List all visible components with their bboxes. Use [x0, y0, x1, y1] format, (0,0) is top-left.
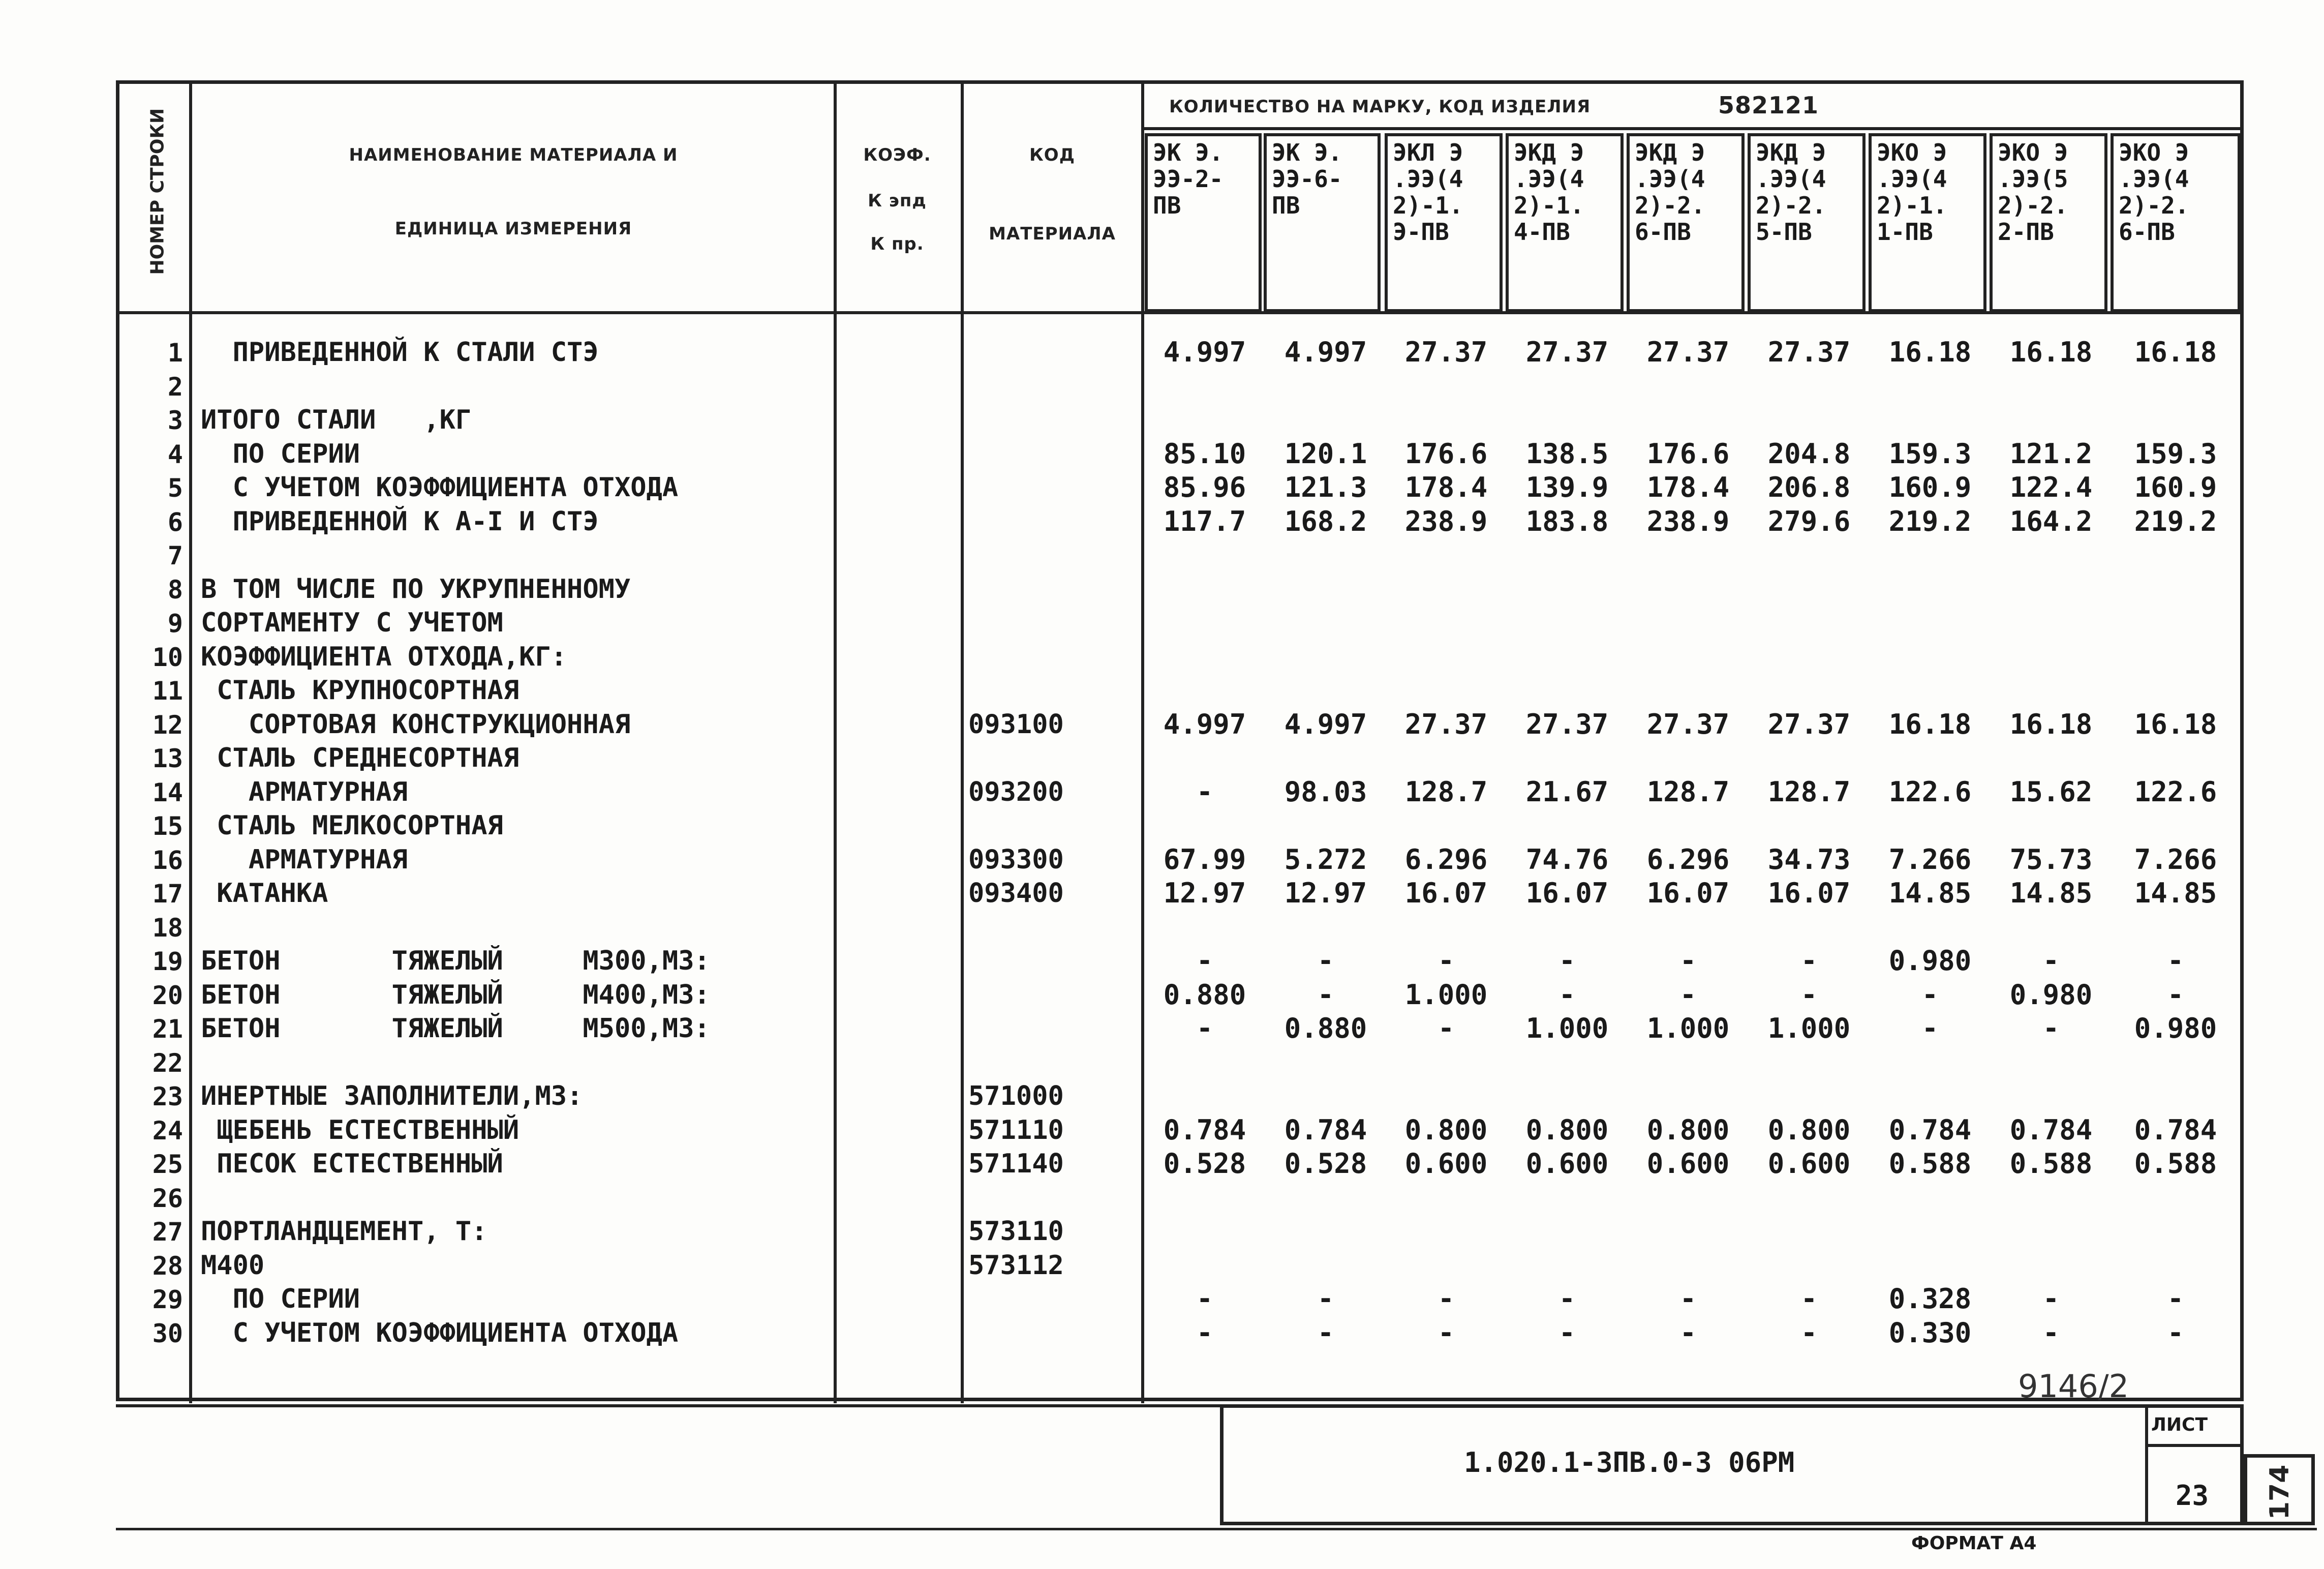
quantity-value: 0.528	[1163, 1148, 1246, 1180]
quantity-value: 0.980	[2009, 978, 2093, 1011]
quantity-value: 178.4	[1646, 471, 1730, 503]
quantity-value: 238.9	[1404, 505, 1488, 537]
quantity-value: -	[2042, 1012, 2060, 1044]
quantity-value: -	[1800, 945, 1818, 977]
quantity-value: 7.266	[1888, 843, 1972, 876]
material-name: АРМАТУРНАЯ	[201, 776, 408, 807]
divider	[1141, 127, 2244, 130]
quantity-value: 1.000	[1525, 1012, 1609, 1044]
quantity-value: 27.37	[1404, 708, 1488, 740]
quantity-value: 4.997	[1284, 708, 1367, 740]
quantity-value: -	[1921, 978, 1939, 1011]
material-name: БЕТОН ТЯЖЕЛЫЙ М300,М3:	[201, 946, 710, 976]
material-name: М400	[201, 1250, 265, 1281]
quantity-value: 121.3	[1284, 471, 1367, 503]
quantity-value: 160.9	[2134, 471, 2217, 503]
row-number: 2	[167, 372, 183, 402]
material-name: С УЧЕТОМ КОЭФФИЦИЕНТА ОТХОДА	[201, 1317, 679, 1348]
quantity-value: -	[1679, 945, 1697, 977]
material-name: ПЕСОК ЕСТЕСТВЕННЫЙ	[201, 1149, 503, 1179]
quantity-value: -	[2042, 945, 2060, 977]
quantity-value: -	[2167, 978, 2184, 1011]
quantity-value: 160.9	[1888, 471, 1972, 503]
material-code: 573112	[968, 1250, 1064, 1281]
quantity-value: 27.37	[1646, 708, 1730, 740]
quantity-value: 176.6	[1646, 437, 1730, 470]
quantity-value: -	[1196, 1283, 1213, 1315]
material-name-header-2: ЕДИНИЦА ИЗМЕРЕНИЯ	[394, 219, 632, 239]
quantity-value: 0.784	[1163, 1113, 1246, 1146]
quantity-value: -	[1800, 1283, 1818, 1315]
quantity-value: 117.7	[1163, 505, 1246, 537]
divider	[1141, 84, 1144, 1403]
divider	[2145, 1407, 2148, 1525]
coef-header-1: КОЭФ.	[863, 145, 931, 165]
quantity-value: 0.528	[1284, 1148, 1367, 1180]
quantity-value: 16.18	[2134, 336, 2217, 368]
material-code: 573110	[968, 1216, 1064, 1247]
quantity-value: 176.6	[1404, 437, 1488, 470]
coef-header-3: К пр.	[870, 234, 924, 254]
quantity-value: 7.266	[2134, 843, 2217, 876]
quantity-value: -	[1438, 1316, 1455, 1349]
quantity-value: -	[1317, 978, 1334, 1011]
quantity-value: 16.07	[1767, 877, 1851, 909]
column-header: ЭКО Э .ЭЭ(4 2)-1. 1-ПВ	[1869, 133, 1986, 312]
quantity-value: 16.18	[1888, 708, 1972, 740]
quantity-value: 4.997	[1163, 708, 1246, 740]
quantity-value: 0.600	[1646, 1148, 1730, 1180]
quantity-value: 0.800	[1525, 1113, 1609, 1146]
row-number: 8	[167, 575, 183, 605]
material-name: ИНЕРТНЫЕ ЗАПОЛНИТЕЛИ,М3:	[201, 1081, 583, 1111]
row-number: 1	[167, 338, 183, 368]
row-number: 26	[152, 1183, 183, 1213]
material-name-header-1: НАИМЕНОВАНИЕ МАТЕРИАЛА И	[349, 145, 678, 165]
material-code: 571110	[968, 1114, 1064, 1145]
row-number: 29	[152, 1285, 183, 1314]
material-code: 093400	[968, 878, 1064, 909]
quantity-value: -	[1800, 978, 1818, 1011]
material-name: АРМАТУРНАЯ	[201, 844, 408, 875]
row-number: 27	[152, 1217, 183, 1247]
quantity-value: 16.18	[2134, 708, 2217, 740]
product-code: 582121	[1718, 92, 1819, 119]
quantity-value: 0.800	[1404, 1113, 1488, 1146]
quantity-value: 0.330	[1888, 1316, 1972, 1349]
quantity-value: 138.5	[1525, 437, 1609, 470]
quantity-value: 1.000	[1404, 978, 1488, 1011]
quantity-value: 0.600	[1767, 1148, 1851, 1180]
material-name: СОРТАМЕНТУ С УЧЕТОМ	[201, 608, 503, 638]
material-name: ПО СЕРИИ	[201, 1284, 360, 1314]
material-name: БЕТОН ТЯЖЕЛЫЙ М500,М3:	[201, 1013, 710, 1044]
quantity-value: 27.37	[1767, 336, 1851, 368]
quantity-value: 1.000	[1767, 1012, 1851, 1044]
quantity-value: 204.8	[1767, 437, 1851, 470]
row-number: 11	[152, 676, 183, 706]
material-name: КОЭФФИЦИЕНТА ОТХОДА,КГ:	[201, 641, 567, 672]
quantity-value: 21.67	[1525, 775, 1609, 808]
row-number: 28	[152, 1251, 183, 1281]
quantity-value: 0.784	[1284, 1113, 1367, 1146]
quantity-value: 122.6	[1888, 775, 1972, 808]
quantity-value: 122.6	[2134, 775, 2217, 808]
quantity-value: 164.2	[2009, 505, 2093, 537]
quantity-value: 128.7	[1646, 775, 1730, 808]
quantity-value: 27.37	[1525, 336, 1609, 368]
quantity-value: 0.784	[1888, 1113, 1972, 1146]
quantity-value: 128.7	[1404, 775, 1488, 808]
column-header: ЭКД Э .ЭЭ(4 2)-1. 4-ПВ	[1506, 133, 1624, 312]
quantity-value: 120.1	[1284, 437, 1367, 470]
row-number: 10	[152, 642, 183, 672]
quantity-value: -	[2167, 945, 2184, 977]
quantity-value: 0.600	[1404, 1148, 1488, 1180]
quantity-value: -	[1921, 1012, 1939, 1044]
material-name: ПОРТЛАНДЦЕМЕНТ, Т:	[201, 1216, 487, 1247]
material-name: СТАЛЬ КРУПНОСОРТНАЯ	[201, 675, 519, 706]
material-name: СТАЛЬ МЕЛКОСОРТНАЯ	[201, 810, 503, 841]
quantity-value: -	[1558, 1283, 1576, 1315]
column-header: ЭК Э. ЭЭ-2- ПВ	[1145, 133, 1262, 312]
quantity-value: -	[2167, 1316, 2184, 1349]
quantity-value: 5.272	[1284, 843, 1367, 876]
quantity-value: 6.296	[1646, 843, 1730, 876]
quantity-value: -	[1317, 1316, 1334, 1349]
divider	[834, 84, 837, 1403]
row-number: 24	[152, 1115, 183, 1145]
material-code: 093200	[968, 776, 1064, 807]
quantity-value: 14.85	[2009, 877, 2093, 909]
quantity-value: 74.76	[1525, 843, 1609, 876]
quantity-value: 0.600	[1525, 1148, 1609, 1180]
material-name: БЕТОН ТЯЖЕЛЫЙ М400,М3:	[201, 979, 710, 1010]
row-number: 13	[152, 744, 183, 773]
quantity-value: -	[1679, 1283, 1697, 1315]
column-header: ЭКД Э .ЭЭ(4 2)-2. 5-ПВ	[1748, 133, 1866, 312]
quantity-value: 0.588	[2134, 1148, 2217, 1180]
material-name: КАТАНКА	[201, 878, 328, 909]
quantity-value: 1.000	[1646, 1012, 1730, 1044]
quantity-value: 219.2	[2134, 505, 2217, 537]
row-number: 14	[152, 777, 183, 807]
quantity-value: 27.37	[1525, 708, 1609, 740]
quantity-value: -	[1438, 945, 1455, 977]
quantity-value: -	[2042, 1316, 2060, 1349]
quantity-value: -	[1800, 1316, 1818, 1349]
quantity-value: -	[1558, 978, 1576, 1011]
material-name: ЩЕБЕНЬ ЕСТЕСТВЕННЫЙ	[201, 1114, 519, 1145]
quantity-value: 159.3	[1888, 437, 1972, 470]
quantity-value: 279.6	[1767, 505, 1851, 537]
divider	[2145, 1444, 2244, 1447]
quantity-value: 16.07	[1646, 877, 1730, 909]
quantity-value: 34.73	[1767, 843, 1851, 876]
row-number: 7	[167, 541, 183, 570]
quantity-value: -	[1196, 1012, 1213, 1044]
quantity-value: 0.880	[1163, 978, 1246, 1011]
quantity-value: 98.03	[1284, 775, 1367, 808]
row-number: 19	[152, 947, 183, 976]
material-name: В ТОМ ЧИСЛЕ ПО УКРУПНЕННОМУ	[201, 574, 631, 605]
quantity-value: 16.18	[1888, 336, 1972, 368]
row-number: 3	[167, 406, 183, 435]
quantity-value: 4.997	[1163, 336, 1246, 368]
quantity-value: 67.99	[1163, 843, 1246, 876]
quantity-value: 27.37	[1404, 336, 1488, 368]
row-number: 17	[152, 879, 183, 909]
column-header: ЭКО Э .ЭЭ(4 2)-2. 6-ПВ	[2111, 133, 2241, 312]
row-number-header: НОМЕР СТРОКИ	[147, 108, 168, 275]
quantity-value: -	[1438, 1012, 1455, 1044]
quantity-value: 0.588	[1888, 1148, 1972, 1180]
quantity-value: -	[1558, 1316, 1576, 1349]
row-number: 21	[152, 1014, 183, 1044]
divider	[189, 84, 192, 1403]
row-number: 22	[152, 1048, 183, 1078]
quantity-value: 0.800	[1646, 1113, 1730, 1146]
divider	[116, 1528, 2317, 1530]
material-name: СТАЛЬ СРЕДНЕСОРТНАЯ	[201, 743, 519, 773]
quantity-value: 16.07	[1404, 877, 1488, 909]
quantity-value: 0.800	[1767, 1113, 1851, 1146]
quantity-value: 14.85	[1888, 877, 1972, 909]
material-code: 571000	[968, 1081, 1064, 1111]
quantity-value: -	[1196, 1316, 1213, 1349]
row-number: 5	[167, 473, 183, 503]
row-number: 18	[152, 913, 183, 943]
quantity-value: 219.2	[1888, 505, 1972, 537]
quantity-header: КОЛИЧЕСТВО НА МАРКУ, КОД ИЗДЕЛИЯ	[1169, 97, 1591, 117]
quantity-value: 0.784	[2009, 1113, 2093, 1146]
quantity-value: 0.980	[1888, 945, 1972, 977]
quantity-value: -	[1317, 945, 1334, 977]
quantity-value: 27.37	[1767, 708, 1851, 740]
quantity-value: 75.73	[2009, 843, 2093, 876]
material-name: СОРТОВАЯ КОНСТРУКЦИОННАЯ	[201, 709, 631, 740]
quantity-value: 139.9	[1525, 471, 1609, 503]
quantity-value: -	[1317, 1283, 1334, 1315]
row-number: 4	[167, 439, 183, 469]
code-header-1: КОД	[1029, 145, 1075, 165]
material-name: С УЧЕТОМ КОЭФФИЦИЕНТА ОТХОДА	[201, 472, 679, 503]
quantity-value: 121.2	[2009, 437, 2093, 470]
coef-header-2: К эпд	[868, 191, 927, 211]
quantity-value: 183.8	[1525, 505, 1609, 537]
material-name: ИТОГО СТАЛИ ,КГ	[201, 405, 472, 435]
quantity-value: -	[1679, 1316, 1697, 1349]
quantity-value: 14.85	[2134, 877, 2217, 909]
quantity-value: -	[1679, 978, 1697, 1011]
row-number: 30	[152, 1318, 183, 1348]
quantity-value: -	[1438, 1283, 1455, 1315]
row-number: 20	[152, 980, 183, 1010]
material-code: 571140	[968, 1149, 1064, 1179]
quantity-value: 128.7	[1767, 775, 1851, 808]
quantity-value: -	[2042, 1283, 2060, 1315]
quantity-value: -	[2167, 1283, 2184, 1315]
quantity-value: 6.296	[1404, 843, 1488, 876]
quantity-value: 12.97	[1163, 877, 1246, 909]
material-name: ПРИВЕДЕННОЙ К СТАЛИ СТЭ	[201, 337, 599, 368]
quantity-value: -	[1196, 945, 1213, 977]
quantity-value: 27.37	[1646, 336, 1730, 368]
material-name: ПРИВЕДЕННОЙ К А-I И СТЭ	[201, 506, 599, 537]
quantity-value: 159.3	[2134, 437, 2217, 470]
handwritten-number: 9146/2	[2018, 1368, 2129, 1405]
row-number: 16	[152, 845, 183, 875]
quantity-value: 168.2	[1284, 505, 1367, 537]
quantity-value: 15.62	[2009, 775, 2093, 808]
column-header: ЭК Э. ЭЭ-6- ПВ	[1264, 133, 1381, 312]
row-number: 15	[152, 811, 183, 841]
code-header-2: МАТЕРИАЛА	[989, 224, 1116, 244]
quantity-value: 0.328	[1888, 1283, 1972, 1315]
quantity-value: 0.880	[1284, 1012, 1367, 1044]
quantity-value: 85.96	[1163, 471, 1246, 503]
row-number: 6	[167, 507, 183, 537]
sheet-number: 23	[2176, 1480, 2209, 1512]
quantity-value: 0.980	[2134, 1012, 2217, 1044]
side-number: 174	[2265, 1464, 2295, 1520]
quantity-value: 122.4	[2009, 471, 2093, 503]
quantity-value: 206.8	[1767, 471, 1851, 503]
divider	[961, 84, 964, 1403]
material-name: ПО СЕРИИ	[201, 438, 360, 469]
column-header: ЭКЛ Э .ЭЭ(4 2)-1. Э-ПВ	[1385, 133, 1503, 312]
quantity-value: 16.07	[1525, 877, 1609, 909]
row-number: 23	[152, 1082, 183, 1111]
format-label: ФОРМАТ А4	[1911, 1533, 2037, 1554]
quantity-value: 0.784	[2134, 1113, 2217, 1146]
document-code: 1.020.1-3ПВ.0-3 06РМ	[1464, 1446, 1795, 1479]
quantity-value: 178.4	[1404, 471, 1488, 503]
material-code: 093300	[968, 844, 1064, 875]
quantity-value: 16.18	[2009, 708, 2093, 740]
quantity-value: 85.10	[1163, 437, 1246, 470]
quantity-value: 12.97	[1284, 877, 1367, 909]
row-number: 12	[152, 710, 183, 740]
column-header: ЭКО Э .ЭЭ(5 2)-2. 2-ПВ	[1990, 133, 2107, 312]
quantity-value: 238.9	[1646, 505, 1730, 537]
quantity-value: 16.18	[2009, 336, 2093, 368]
row-number: 9	[167, 609, 183, 638]
quantity-value: -	[1558, 945, 1576, 977]
row-number: 25	[152, 1150, 183, 1179]
quantity-value: 0.588	[2009, 1148, 2093, 1180]
quantity-value: 4.997	[1284, 336, 1367, 368]
material-code: 093100	[968, 709, 1064, 740]
sheet-label: ЛИСТ	[2151, 1414, 2208, 1435]
quantity-value: -	[1196, 775, 1213, 808]
column-header: ЭКД Э .ЭЭ(4 2)-2. 6-ПВ	[1627, 133, 1745, 312]
